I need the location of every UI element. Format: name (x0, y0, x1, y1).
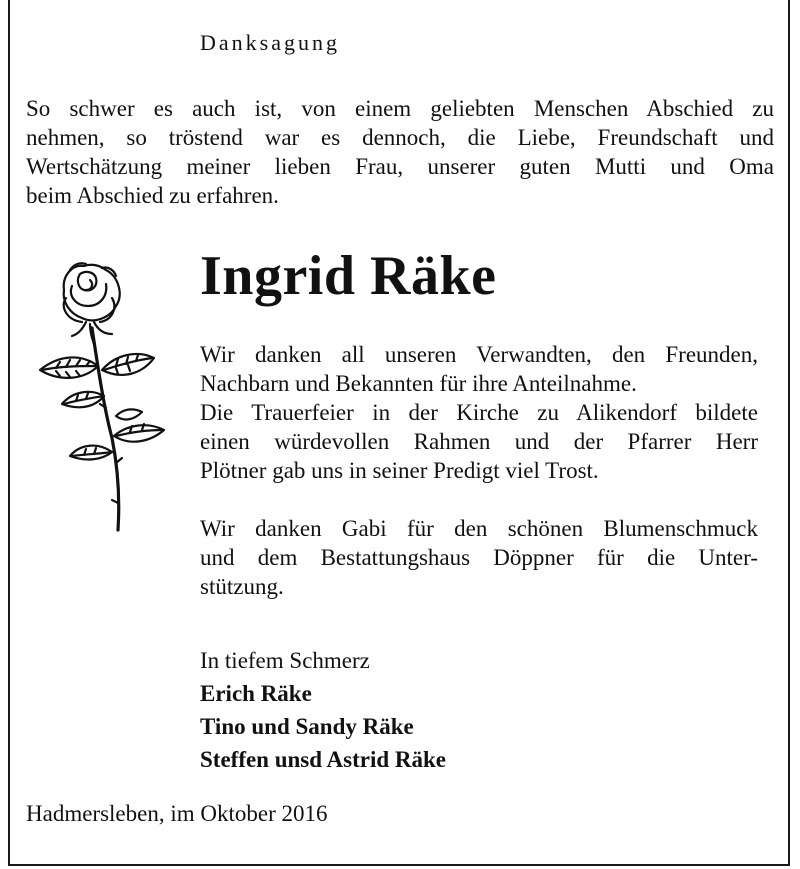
signature-block (200, 644, 446, 776)
intro-text (26, 94, 774, 210)
paragraph-line: Wir danken Gabi für den schönen Blumenschmuck (200, 516, 758, 541)
intro-line: So schwer es auch ist, von einem geliebten Menschen Abschied zu (26, 96, 774, 121)
signatory: Tino und Sandy Räke (200, 714, 414, 739)
thanks-paragraph-2 (200, 514, 758, 601)
paragraph-line: Nachbarn und Bekannten für ihre Anteilnahme. (200, 371, 637, 396)
paragraph-line: Plötner gab uns in seiner Predigt viel Trost. (200, 458, 599, 483)
heading: Danksagung (200, 30, 340, 55)
paragraph-line: einen würdevollen Rahmen und der Pfarrer Herr (200, 429, 758, 454)
intro-line: beim Abschied zu erfahren. (26, 183, 279, 208)
signatory: Steffen unsd Astrid Räke (200, 747, 447, 772)
paragraph-line: Die Trauerfeier in der Kirche zu Alikendorf bildete (200, 400, 758, 425)
rose-icon (32, 258, 182, 538)
place-date: Hadmersleben, im Oktober 2016 (26, 801, 328, 826)
paragraph-line: und dem Bestattungshaus Döppner für die Unter- (200, 545, 758, 570)
thanks-paragraph-1 (200, 340, 758, 485)
signatory: Erich Räke (200, 681, 312, 706)
deceased-name: Ingrid Räke (200, 245, 497, 307)
intro-line: Wertschätzung meiner lieben Frau, unserer guten Mutti und Oma (26, 154, 774, 179)
closing-text: In tiefem Schmerz (200, 648, 370, 673)
intro-line: nehmen, so tröstend war es dennoch, die Liebe, Freundschaft und (26, 125, 774, 150)
paragraph-line: stützung. (200, 574, 284, 599)
paragraph-line: Wir danken all unseren Verwandten, den Freunden, (200, 342, 758, 367)
